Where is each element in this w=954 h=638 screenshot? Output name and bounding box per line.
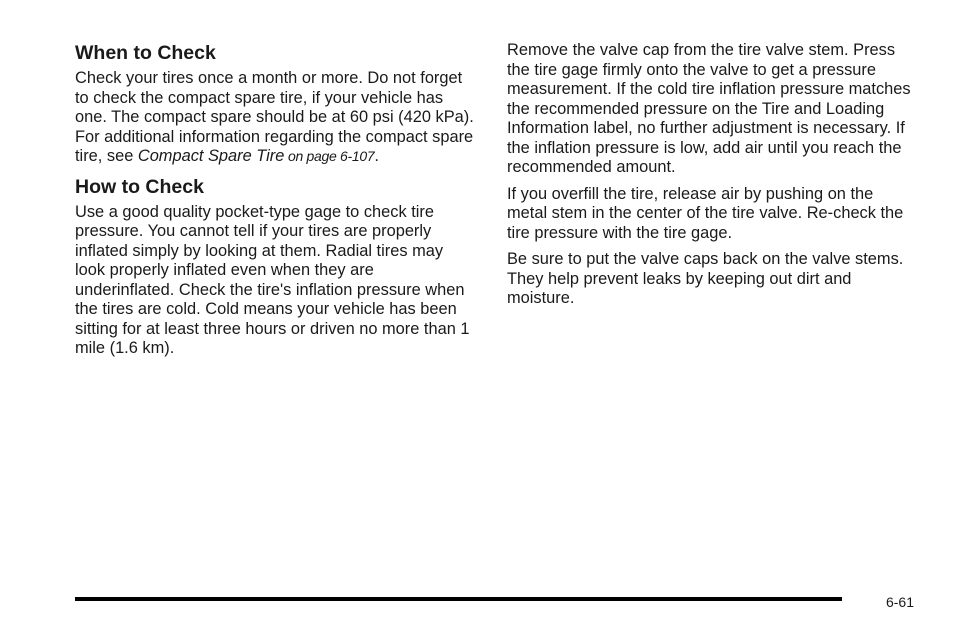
when-to-check-body: Check your tires once a month or more. Do not forget to check the compact spare tire, if your vehicle has one. The compact spare should be at 60 psi (420 kPa). For additional information regarding the compact spare tire, see — [75, 69, 474, 165]
when-to-check-paragraph — [75, 69, 475, 167]
compact-spare-tire-link[interactable]: Compact Spare Tire — [137, 147, 285, 165]
how-to-check-heading: How to Check — [75, 175, 204, 198]
section-when-to-check — [75, 41, 475, 167]
xref-page-ref[interactable]: on page 6-107 — [284, 148, 375, 164]
how-to-check-paragraph: Use a good quality pocket-type gage to check tire pressure. You cannot tell if your tires are properly inflated simply by looking at them. Radial tires may look properly inflated even when they are underinflated. Check the tire's inflation pressure when the tires are cold. Cold means your vehicle has been sitting for at least three hours or driven no more than 1 mile (1.6 km). — [75, 202, 470, 357]
right-column — [507, 41, 917, 316]
section-how-to-check — [75, 175, 475, 359]
page-number: 6-61 — [885, 594, 914, 610]
overfill-paragraph: If you overfill the tire, release air by pushing on the metal stem in the center of the tire valve. Re-check the tire pressure with the tire gage. — [507, 184, 904, 242]
valve-caps-paragraph: Be sure to put the valve caps back on the valve stems. They help prevent leaks by keeping out dirt and moisture. — [507, 250, 904, 307]
footer-rule — [75, 597, 842, 601]
when-to-check-heading: When to Check — [75, 42, 216, 64]
left-column — [75, 41, 475, 367]
xref-period: . — [374, 147, 379, 165]
valve-cap-paragraph: Remove the valve cap from the tire valve stem. Press the tire gage firmly onto the valve to get a pressure measurement. If the cold tire inflation pressure matches the recommended pressure on the Tire and Loading Information label, no further adjustment is necessary. If the inflation pressure is low, add air until you reach the recommended amount. — [507, 41, 911, 176]
